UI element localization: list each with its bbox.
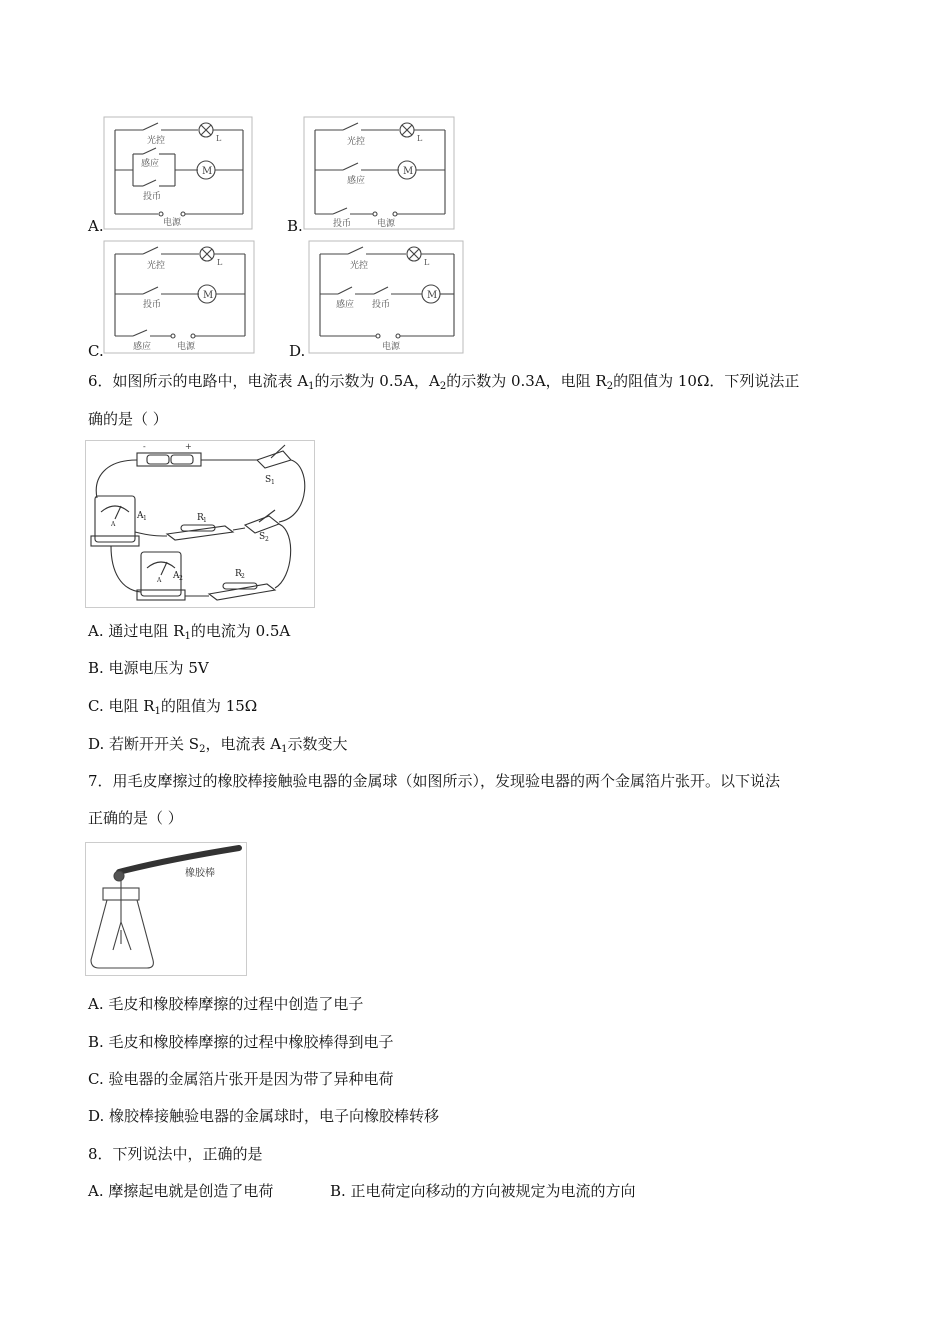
svg-text:感应: 感应 [141, 159, 160, 169]
q6-stem-line2: 确的是（ ） [88, 410, 168, 428]
q7-option-a: A. 毛皮和橡胶棒摩擦的过程中创造了电子 [88, 995, 364, 1013]
svg-text:2: 2 [241, 573, 245, 580]
svg-text:电源: 电源 [177, 342, 196, 352]
svg-text:L: L [424, 258, 430, 267]
q5-option-d-label: D. [289, 342, 306, 360]
q5-circuit-d-diagram [308, 240, 464, 354]
svg-text:光控: 光控 [347, 137, 366, 147]
q5-option-b-label: B. [287, 217, 303, 235]
svg-text:感应: 感应 [347, 176, 366, 186]
q7-electroscope-figure [85, 842, 247, 976]
svg-text:2: 2 [179, 575, 183, 582]
svg-text:1: 1 [271, 479, 275, 486]
q6-option-b: B. 电源电压为 5V [88, 659, 209, 677]
svg-text:M: M [427, 290, 438, 301]
svg-text:投币: 投币 [143, 300, 162, 310]
svg-text:A: A [173, 571, 180, 581]
svg-text:橡胶棒: 橡胶棒 [185, 868, 215, 879]
svg-text:电源: 电源 [382, 342, 401, 352]
q7-option-b: B. 毛皮和橡胶棒摩擦的过程中橡胶棒得到电子 [88, 1033, 394, 1051]
svg-text:投币: 投币 [372, 300, 391, 310]
svg-text:L: L [417, 134, 423, 143]
svg-text:R: R [235, 569, 242, 579]
svg-text:R: R [197, 513, 204, 523]
svg-text:L: L [217, 258, 223, 267]
q7-stem-line1: 7．用毛皮摩擦过的橡胶棒接触验电器的金属球（如图所示），发现验电器的两个金属箔片张开。以下说法 [88, 772, 781, 790]
q6-stem-line1: 6．如图所示的电路中，电流表 $A_1$的示数为 0.5A，$A_2$的示数为 0.3A，电阻 $R_2$的阻值为 10Ω．下列说法正 [88, 372, 800, 392]
q7-stem-line2: 正确的是（ ） [88, 809, 183, 827]
q6-option-d: D. 若断开开关 $S_2$，电流表 $A_1$示数变大 [88, 735, 348, 755]
svg-text:L: L [216, 134, 222, 143]
q5-option-a-label: A. [88, 217, 104, 235]
svg-text:M: M [403, 166, 414, 177]
svg-text:感应: 感应 [133, 342, 152, 352]
q6-circuit-figure [85, 440, 315, 608]
svg-text:M: M [202, 166, 213, 177]
svg-text:投币: 投币 [143, 192, 162, 202]
svg-text:-: - [143, 442, 146, 451]
q7-option-d: D. 橡胶棒接触验电器的金属球时，电子向橡胶棒转移 [88, 1107, 440, 1125]
svg-text:电源: 电源 [163, 218, 182, 228]
svg-text:光控: 光控 [350, 261, 369, 271]
q8-option-b: B. 正电荷定向移动的方向被规定为电流的方向 [330, 1182, 636, 1200]
q5-circuit-b-diagram [303, 116, 455, 230]
q8-option-a: A. 摩擦起电就是创造了电荷 [88, 1182, 274, 1200]
svg-text:光控: 光控 [147, 136, 166, 146]
svg-text:A: A [157, 577, 162, 584]
q5-circuit-a-diagram [103, 116, 253, 230]
svg-text:S: S [265, 475, 272, 485]
svg-text:A: A [137, 511, 144, 521]
svg-text:+: + [185, 442, 192, 451]
svg-text:1: 1 [203, 517, 207, 524]
svg-text:M: M [203, 290, 214, 301]
svg-text:1: 1 [143, 515, 147, 522]
q6-option-c: C. 电阻 $R_1$的阻值为 15Ω [88, 697, 258, 717]
q5-circuit-c-diagram [103, 240, 255, 354]
q5-option-c-label: C. [88, 342, 104, 360]
q6-option-a: A. 通过电阻 $R_1$的电流为 0.5A [88, 622, 291, 642]
svg-text:A: A [111, 521, 116, 528]
q7-option-c: C. 验电器的金属箔片张开是因为带了异种电荷 [88, 1070, 394, 1088]
svg-text:2: 2 [265, 536, 269, 543]
svg-text:感应: 感应 [336, 300, 355, 310]
q8-stem: 8．下列说法中，正确的是 [88, 1145, 263, 1163]
svg-text:电源: 电源 [377, 219, 396, 229]
svg-text:投币: 投币 [333, 219, 352, 229]
svg-text:S: S [259, 532, 266, 542]
svg-text:光控: 光控 [147, 261, 166, 271]
